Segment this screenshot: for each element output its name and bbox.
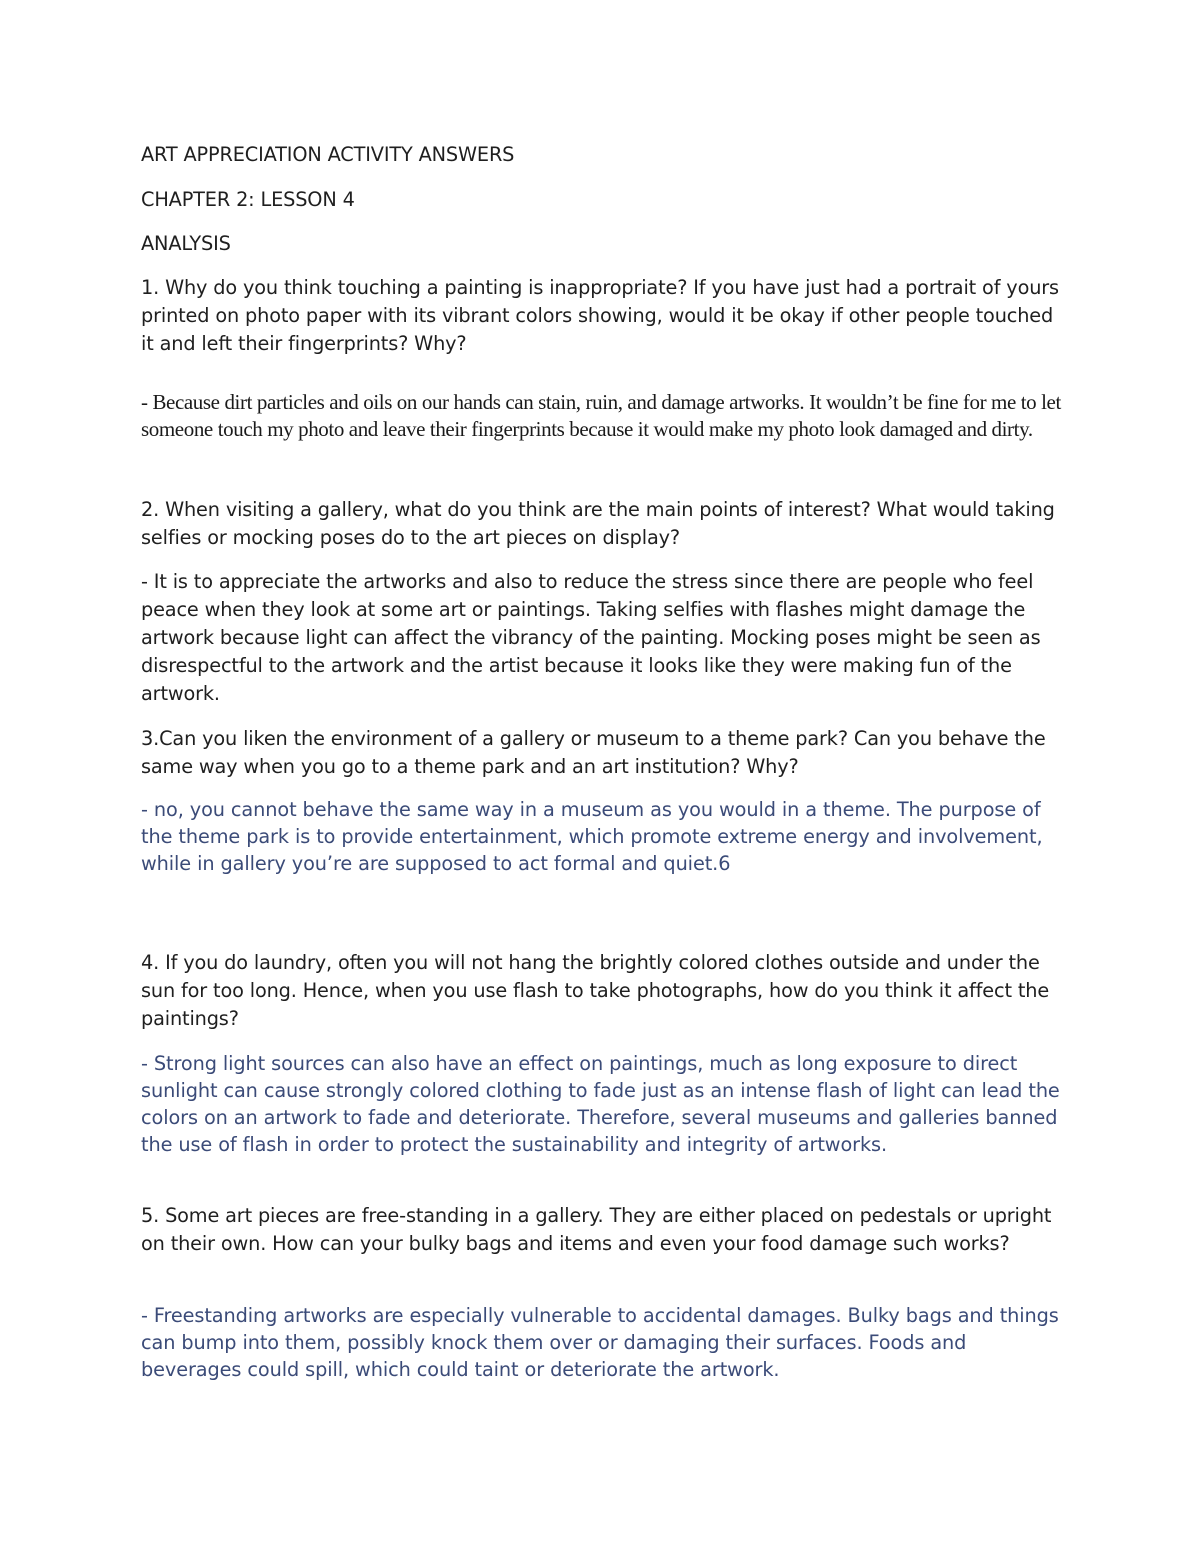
answer-3: - no, you cannot behave the same way in a museum as you would in a theme. The purpose of the theme park is to provide entertainment, which promote extreme energy and involvement, while in gallery you’re are supposed to act formal and quiet.6 (141, 798, 1043, 875)
chapter-heading: CHAPTER 2: LESSON 4 (141, 188, 355, 211)
answer-4: - Strong light sources can also have an effect on paintings, much as long exposure to direct sunlight can cause strongly colored clothing to fade just as an intense flash of light can lead the colors on an artwork to fade and deteriorate. Therefore, several museums and galleries banned the use of flash in order to protect the sustainability and integrity of artworks. (141, 1052, 1060, 1156)
answer-5: - Freestanding artworks are especially vulnerable to accidental damages. Bulky bags and things can bump into them, possibly knock them over or damaging their surfaces. Foods and beverages could spill, which could taint or deteriorate the artwork. (141, 1304, 1059, 1381)
question-4: 4. If you do laundry, often you will not hang the brightly colored clothes outside and under the sun for too long. Hence, when you use flash to take photographs, how do you think it affect the paintings? (141, 951, 1050, 1030)
question-2: 2. When visiting a gallery, what do you think are the main points of interest? What would taking selfies or mocking poses do to the art pieces on display? (141, 498, 1055, 549)
question-3: 3.Can you liken the environment of a gallery or museum to a theme park? Can you behave the same way when you go to a theme park and an art institution? Why? (141, 727, 1046, 778)
question-5: 5. Some art pieces are free-standing in a gallery. They are either placed on pedestals or upright on their own. How can your bulky bags and items and even your food damage such works? (141, 1204, 1052, 1255)
section-heading: ANALYSIS (141, 232, 231, 255)
question-1: 1. Why do you think touching a painting is inappropriate? If you have just had a portrait of yours printed on photo paper with its vibrant colors showing, would it be okay if other people touched it and left their fingerprints? Why? (141, 276, 1059, 355)
answer-2: - It is to appreciate the artworks and also to reduce the stress since there are people who feel peace when they look at some art or paintings. Taking selfies with flashes might damage the artwork because light can affect the vibrancy of the painting. Mocking poses might be seen as disrespectful to the artwork and the artist because it looks like they were making fun of the artwork. (141, 570, 1041, 705)
document-title: ART APPRECIATION ACTIVITY ANSWERS (141, 143, 515, 166)
answer-1: - Because dirt particles and oils on our hands can stain, ruin, and damage artworks. It wouldn’t be fine for me to let someone touch my photo and leave their fingerprints because it would make my photo look damaged and dirty. (141, 390, 1061, 441)
